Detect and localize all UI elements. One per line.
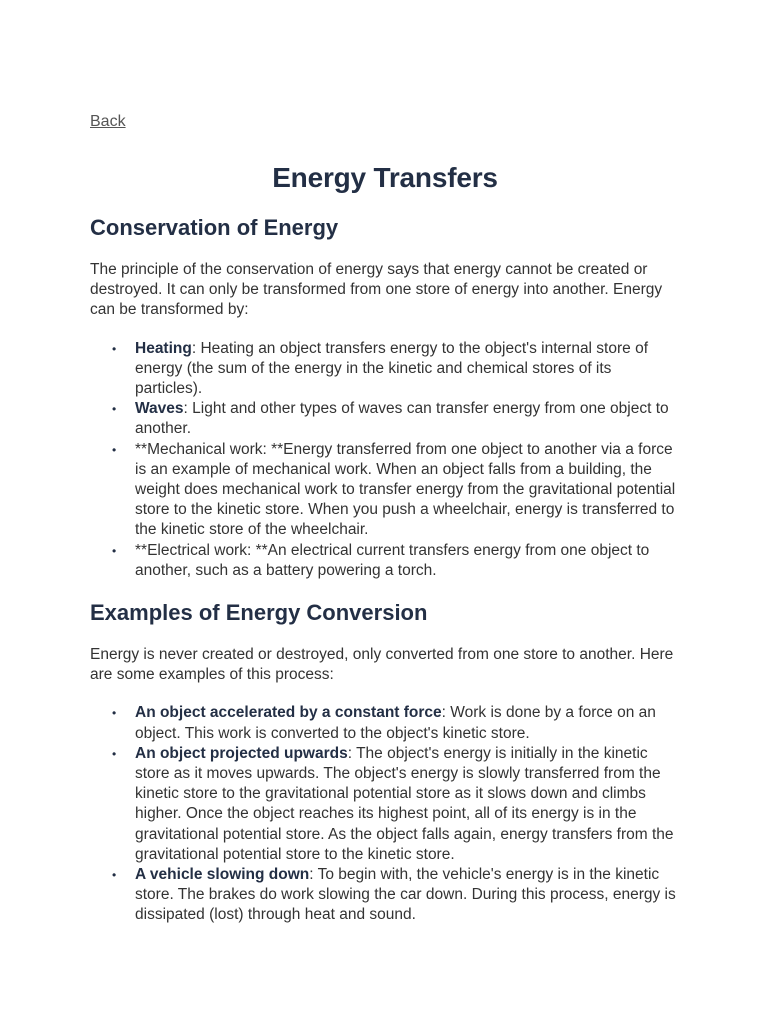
bullet-text: : Work is done by a force on an object. This work is converted to the object's kinetic store. — [135, 704, 656, 742]
bullet-icon: • — [112, 868, 117, 883]
section-conservation-of-energy — [90, 212, 680, 581]
list-item — [90, 703, 680, 743]
bullet-icon: • — [112, 543, 117, 558]
bullet-text: : To begin with, the vehicle's energy is in the kinetic store. The brakes do work slowing the car down. During this process, energy is dissipated (lost) through heat and sound. — [135, 866, 676, 924]
bullet-text: : The object's energy is initially in the kinetic store as it moves upwards. The object's energy is slowly transferred from the kinetic store to the gravitational potential store as it slows down and climbs higher. Once the object reaches its highest point, all of its energy is in the gravitational potential store. As the object falls again, energy transfers from the gravitational potential store to the kinetic store. — [135, 744, 674, 863]
bullet-icon: • — [112, 402, 117, 417]
bullet-icon: • — [112, 442, 117, 457]
bullet-icon: • — [112, 341, 117, 356]
list-item — [90, 339, 680, 400]
list-item — [90, 440, 680, 541]
bullet-text: : Heating an object transfers energy to the object's internal store of energy (the sum of the energy in the kinetic and chemical stores of its particles). — [135, 339, 649, 398]
list-item — [90, 399, 680, 439]
bullet-list — [90, 703, 680, 925]
page-title: Energy Transfers — [272, 162, 498, 193]
section-intro: The principle of the conservation of energy says that energy cannot be created or destroyed. It can only be transformed from one store of energy into another. Energy can be transformed by: — [90, 261, 663, 319]
bullet-term: A vehicle slowing down — [135, 866, 310, 884]
list-item — [90, 865, 680, 926]
bullet-icon: • — [112, 706, 117, 721]
list-item — [90, 744, 680, 865]
document-page — [90, 110, 680, 926]
bullet-term: Waves — [135, 400, 184, 418]
section-intro: Energy is never created or destroyed, only converted from one store to another. Here are some examples of this process: — [90, 646, 674, 684]
section-heading: Examples of Energy Conversion — [90, 600, 428, 626]
bullet-text: **Mechanical work: **Energy transferred from one object to another via a force is an example of mechanical work. When an object falls from a building, the weight does mechanical work to transfer energy from the gravitational potential store to the kinetic store. When you push a wheelchair, energy is transferred to the kinetic store of the wheelchair. — [135, 440, 676, 539]
section-heading: Conservation of Energy — [90, 215, 339, 240]
bullet-term: An object accelerated by a constant force — [135, 704, 442, 722]
list-item — [90, 541, 680, 581]
bullet-icon: • — [112, 746, 117, 761]
bullet-text: : Light and other types of waves can transfer energy from one object to another. — [135, 400, 669, 438]
bullet-term: Heating — [135, 339, 192, 357]
bullet-list — [90, 339, 680, 581]
back-link[interactable]: Back — [90, 113, 126, 130]
bullet-term: An object projected upwards — [135, 744, 348, 762]
section-examples-of-energy-conversion — [90, 597, 680, 926]
bullet-text: **Electrical work: **An electrical current transfers energy from one object to another, such as a battery powering a torch. — [135, 541, 650, 579]
